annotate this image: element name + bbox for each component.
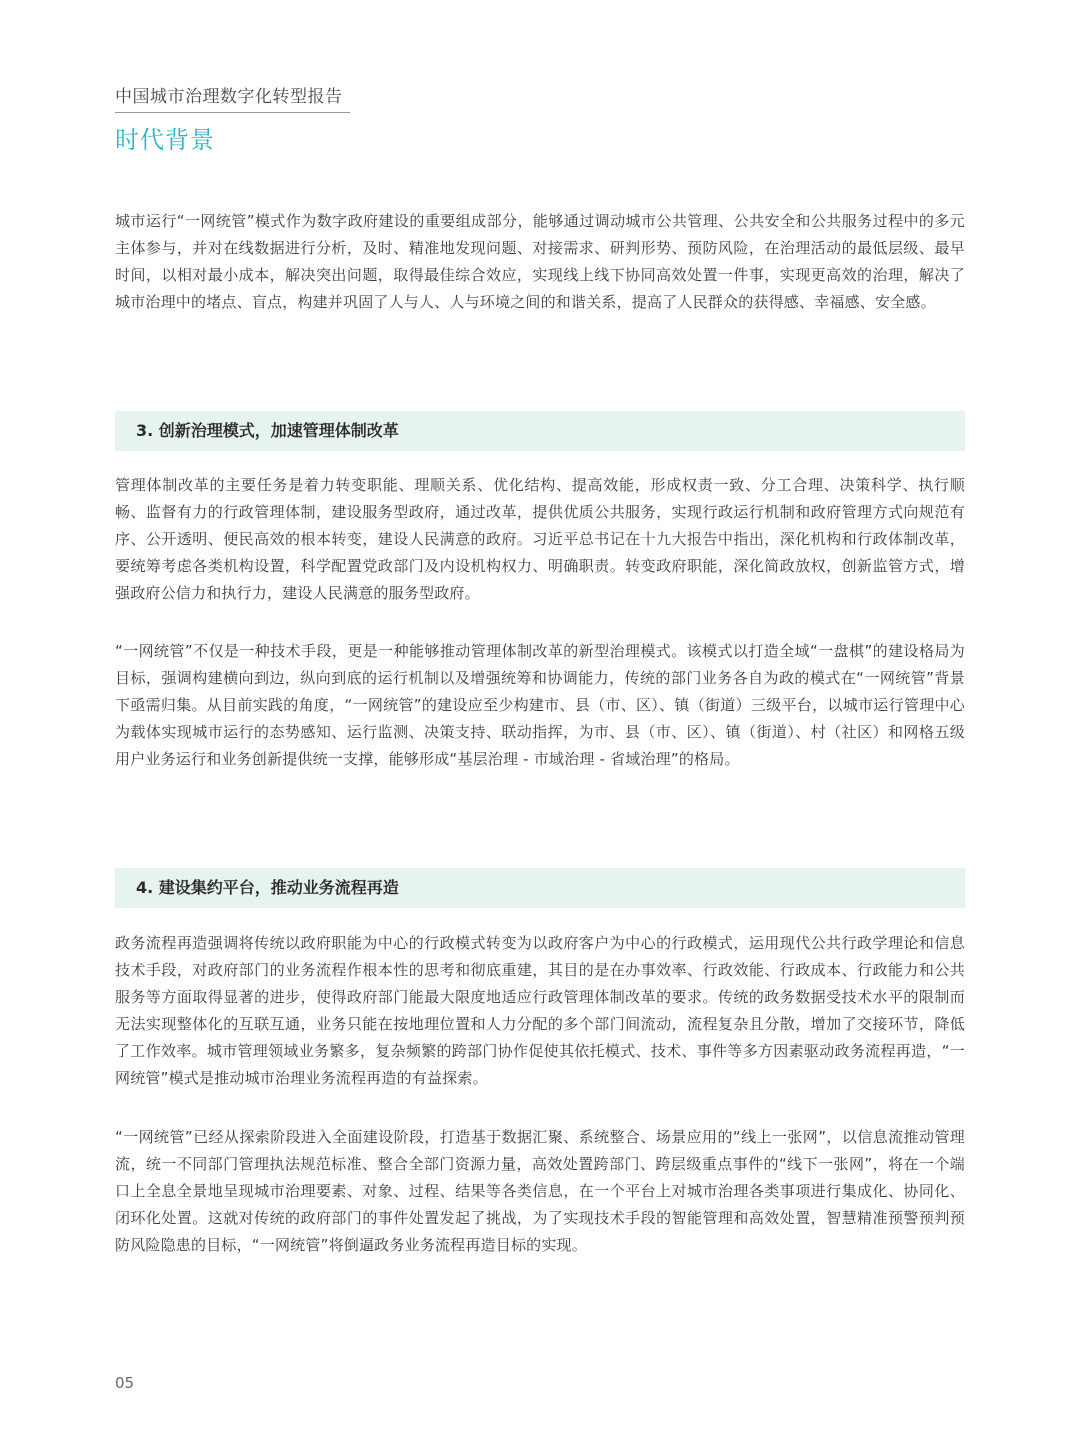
section-title: 时代背景 — [115, 126, 215, 154]
section-3-body-2 — [115, 638, 965, 773]
section-3-heading: 3. 创新治理模式，加速管理体制改革 — [115, 411, 965, 451]
section-4-body — [115, 930, 965, 1092]
section-3-paragraph-2: “一网统管”不仅是一种技术手段，更是一种能够推动管理体制改革的新型治理模式。该模式以打造全域“一盘棋”的建设格局为目标，强调构建横向到边，纵向到底的运行机制以及增强统筹和协调能力，传统的部门业务各自为政的模式在“一网统管”背景下亟需归集。从目前实践的角度，“一网统管”的建设应至少构建市、县（市、区）、镇（街道）三级平台，以城市运行管理中心为载体实现城市运行的态势感知、运行监测、决策支持、联动指挥，为市、县（市、区）、镇（街道）、村（社区）和网格五级用户业务运行和业务创新提供统一支撑，能够形成“基层治理 - 市域治理 - 省域治理”的格局。 — [115, 642, 965, 768]
intro-block — [115, 208, 965, 316]
header-divider — [115, 112, 350, 113]
section-3-paragraph-1: 管理体制改革的主要任务是着力转变职能、理顺关系、优化结构、提高效能，形成权责一致、分工合理、决策科学、执行顺畅、监督有力的行政管理体制，建设服务型政府，通过改革，提供优质公共服务，实现行政运行机制和政府管理方式向规范有序、公开透明、便民高效的根本转变，建设人民满意的政府。习近平总书记在十九大报告中指出，深化机构和行政体制改革，要统筹考虑各类机构设置，科学配置党政部门及内设机构权力、明确职责。转变政府职能，深化简政放权，创新监管方式，增强政府公信力和执行力，建设人民满意的服务型政府。 — [115, 476, 965, 602]
section-3-body — [115, 472, 965, 607]
section-4-heading: 4. 建设集约平台，推动业务流程再造 — [115, 868, 965, 908]
section-4-body-2 — [115, 1124, 965, 1259]
section-4-paragraph-2: “一网统管”已经从探索阶段进入全面建设阶段，打造基于数据汇聚、系统整合、场景应用的“线上一张网”，以信息流推动管理流，统一不同部门管理执法规范标准、整合全部门资源力量，高效处置跨部门、跨层级重点事件的“线下一张网”，将在一个端口上全息全景地呈现城市治理要素、对象、过程、结果等各类信息，在一个平台上对城市治理各类事项进行集成化、协同化、闭环化处置。这就对传统的政府部门的事件处置发起了挑战，为了实现技术手段的智能管理和高效处置，智慧精准预警预判预防风险隐患的目标，“一网统管”将倒逼政务业务流程再造目标的实现。 — [115, 1128, 965, 1254]
report-title: 中国城市治理数字化转型报告 — [115, 87, 343, 107]
page-number: 05 — [115, 1374, 135, 1392]
section-4-paragraph-1: 政务流程再造强调将传统以政府职能为中心的行政模式转变为以政府客户为中心的行政模式，运用现代公共行政学理论和信息技术手段，对政府部门的业务流程作根本性的思考和彻底重建，其目的是在办事效率、行政效能、行政成本、行政能力和公共服务等方面取得显著的进步，使得政府部门能最大限度地适应行政管理体制改革的要求。传统的政务数据受技术水平的限制而无法实现整体化的互联互通，业务只能在按地理位置和人力分配的多个部门间流动，流程复杂且分散，增加了交接环节，降低了工作效率。城市管理领域业务繁多，复杂频繁的跨部门协作促使其依托模式、技术、事件等多方因素驱动政务流程再造，“一网统管”模式是推动城市治理业务流程再造的有益探索。 — [115, 934, 965, 1087]
intro-paragraph: 城市运行“一网统管”模式作为数字政府建设的重要组成部分，能够通过调动城市公共管理、公共安全和公共服务过程中的多元主体参与，并对在线数据进行分析，及时、精准地发现问题、对接需求、研判形势、预防风险，在治理活动的最低层级、最早时间，以相对最小成本，解决突出问题，取得最佳综合效应，实现线上线下协同高效处置一件事，实现更高效的治理，解决了城市治理中的堵点、盲点，构建并巩固了人与人、人与环境之间的和谐关系，提高了人民群众的获得感、幸福感、安全感。 — [115, 212, 965, 311]
